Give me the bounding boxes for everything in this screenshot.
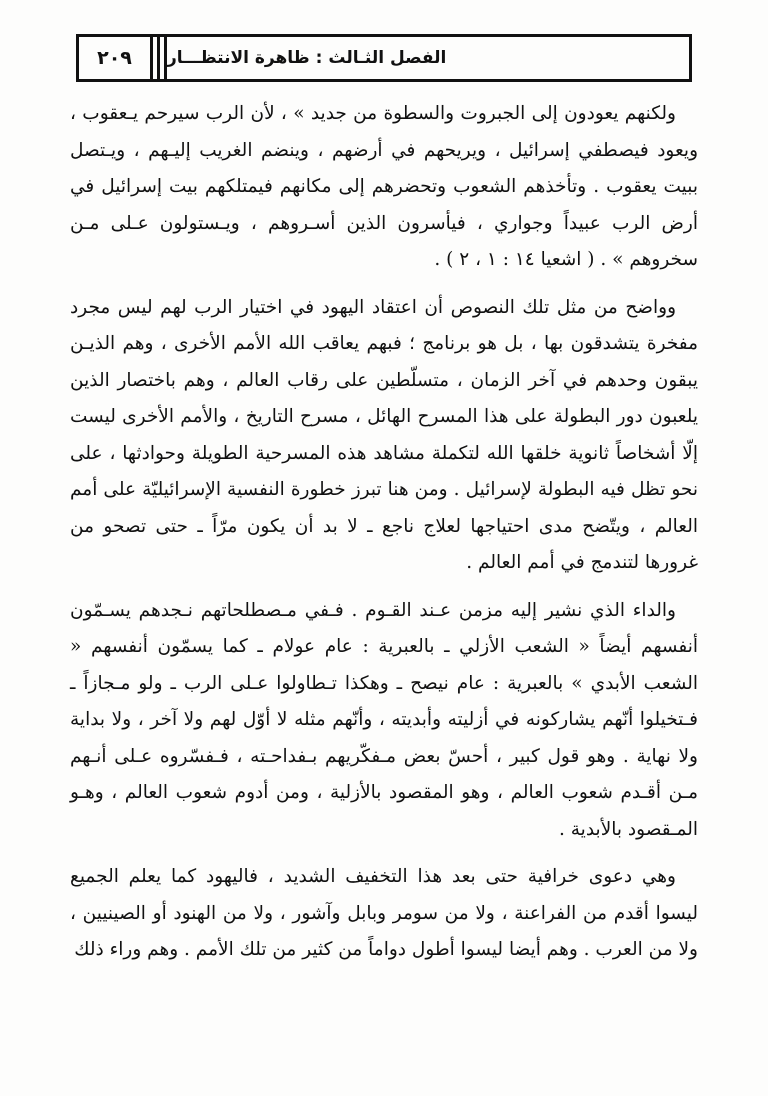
paragraph-4: وهي دعوى خرافية حتى بعد هذا التخفيف الشديد ، فاليهود كما يعلم الجميع ليسوا أقدم من الفراعنة ، ولا من سومر وبابل وآشور ، ولا من الهنود أو الصينيين ، ولا من العرب . وهم أيضا ليسوا أطول دواماً من كثير من تلك الأمم . وهم وراء ذلك	[70, 866, 698, 960]
page-header	[76, 34, 692, 82]
header-divider	[160, 37, 167, 79]
chapter-title: الفصل الثـالث : ظاهرة الانتظـــار	[167, 48, 447, 68]
body-text	[70, 96, 698, 969]
paragraph-3: والداء الذي نشير إليه مزمن عـند القـوم . فـفي مـصطلحاتهم نـجدهم يسـمّون أنفسهم أيضاً « الشعب الأزلي ـ بالعبرية : عام عولام ـ كما يسمّون أنفسهم « الشعب الأبدي » بالعبرية : عام نيصح ـ وهكذا تـطاولوا عـلى الرب ـ ولو مـجازاً ـ فـتخيلوا أنّهم يشاركونه في أزليته وأبديته ، وأنّهم مثله لا أوّل لهم ولا آخر ، ولا بداية ولا نهاية . وهو قول كبير ، أحسّ بعض مـفكّريهم بـفداحـته ، فـفسّروه عـلى أنـهم مـن أقـدم شعوب العالم ، وهو المقصود بالأزلية ، ومن أدوم شعوب العالم ، وهـو المـقصود بالأبدية .	[70, 599, 698, 840]
header-divider	[153, 37, 160, 79]
paragraph-1: ولكنهم يعودون إلى الجبروت والسطوة من جديد » ، لأن الرب سيرحم يـعقوب ، ويعود فيصطفي إسرائيل ، ويريحهم في أرضهم ، وينضم الغريب إليـهم ، ويـتصل ببيت يعقوب . وتأخذهم الشعوب وتحضرهم إلى مكانهم فيمتلكهم بيت إسرائيل في أرض الرب عبيداً وجواري ، فيأسرون الذين أسـروهم ، ويـستولون عـلى مـن سخروهم » . ( اشعيا ١٤ : ١ ، ٢ ) .	[70, 103, 698, 270]
page-number: ٢٠٩	[79, 37, 153, 79]
paragraph-2: وواضح من مثل تلك النصوص أن اعتقاد اليهود في اختيار الرب لهم ليس مجرد مفخرة يتشدقون بها ، بل هو برنامج ؛ فبهم يعاقب الله الأمم الأخرى ، وهم الذيـن يبقون وحدهم في آخر الزمان ، متسلّطين على رقاب العالم ، وهم باختصار الذين يلعبون دور البطولة على هذا المسرح الهائل ، مسرح التاريخ ، والأمم الأخرى ليست إلّا أشخاصاً ثانوية خلقها الله لتكملة مشاهد هذه المسرحية الطويلة وحوادثها ، على نحو تظل فيه البطولة لإسرائيل . ومن هنا تبرز خطورة النفسية الإسرائيليّة على أمم العالم ، ويتّضح مدى احتياجها لعلاج ناجع ـ لا بد أن يكون مرّاً ـ حتى تصحو من غرورها لتندمج في أمم العالم .	[70, 296, 698, 573]
